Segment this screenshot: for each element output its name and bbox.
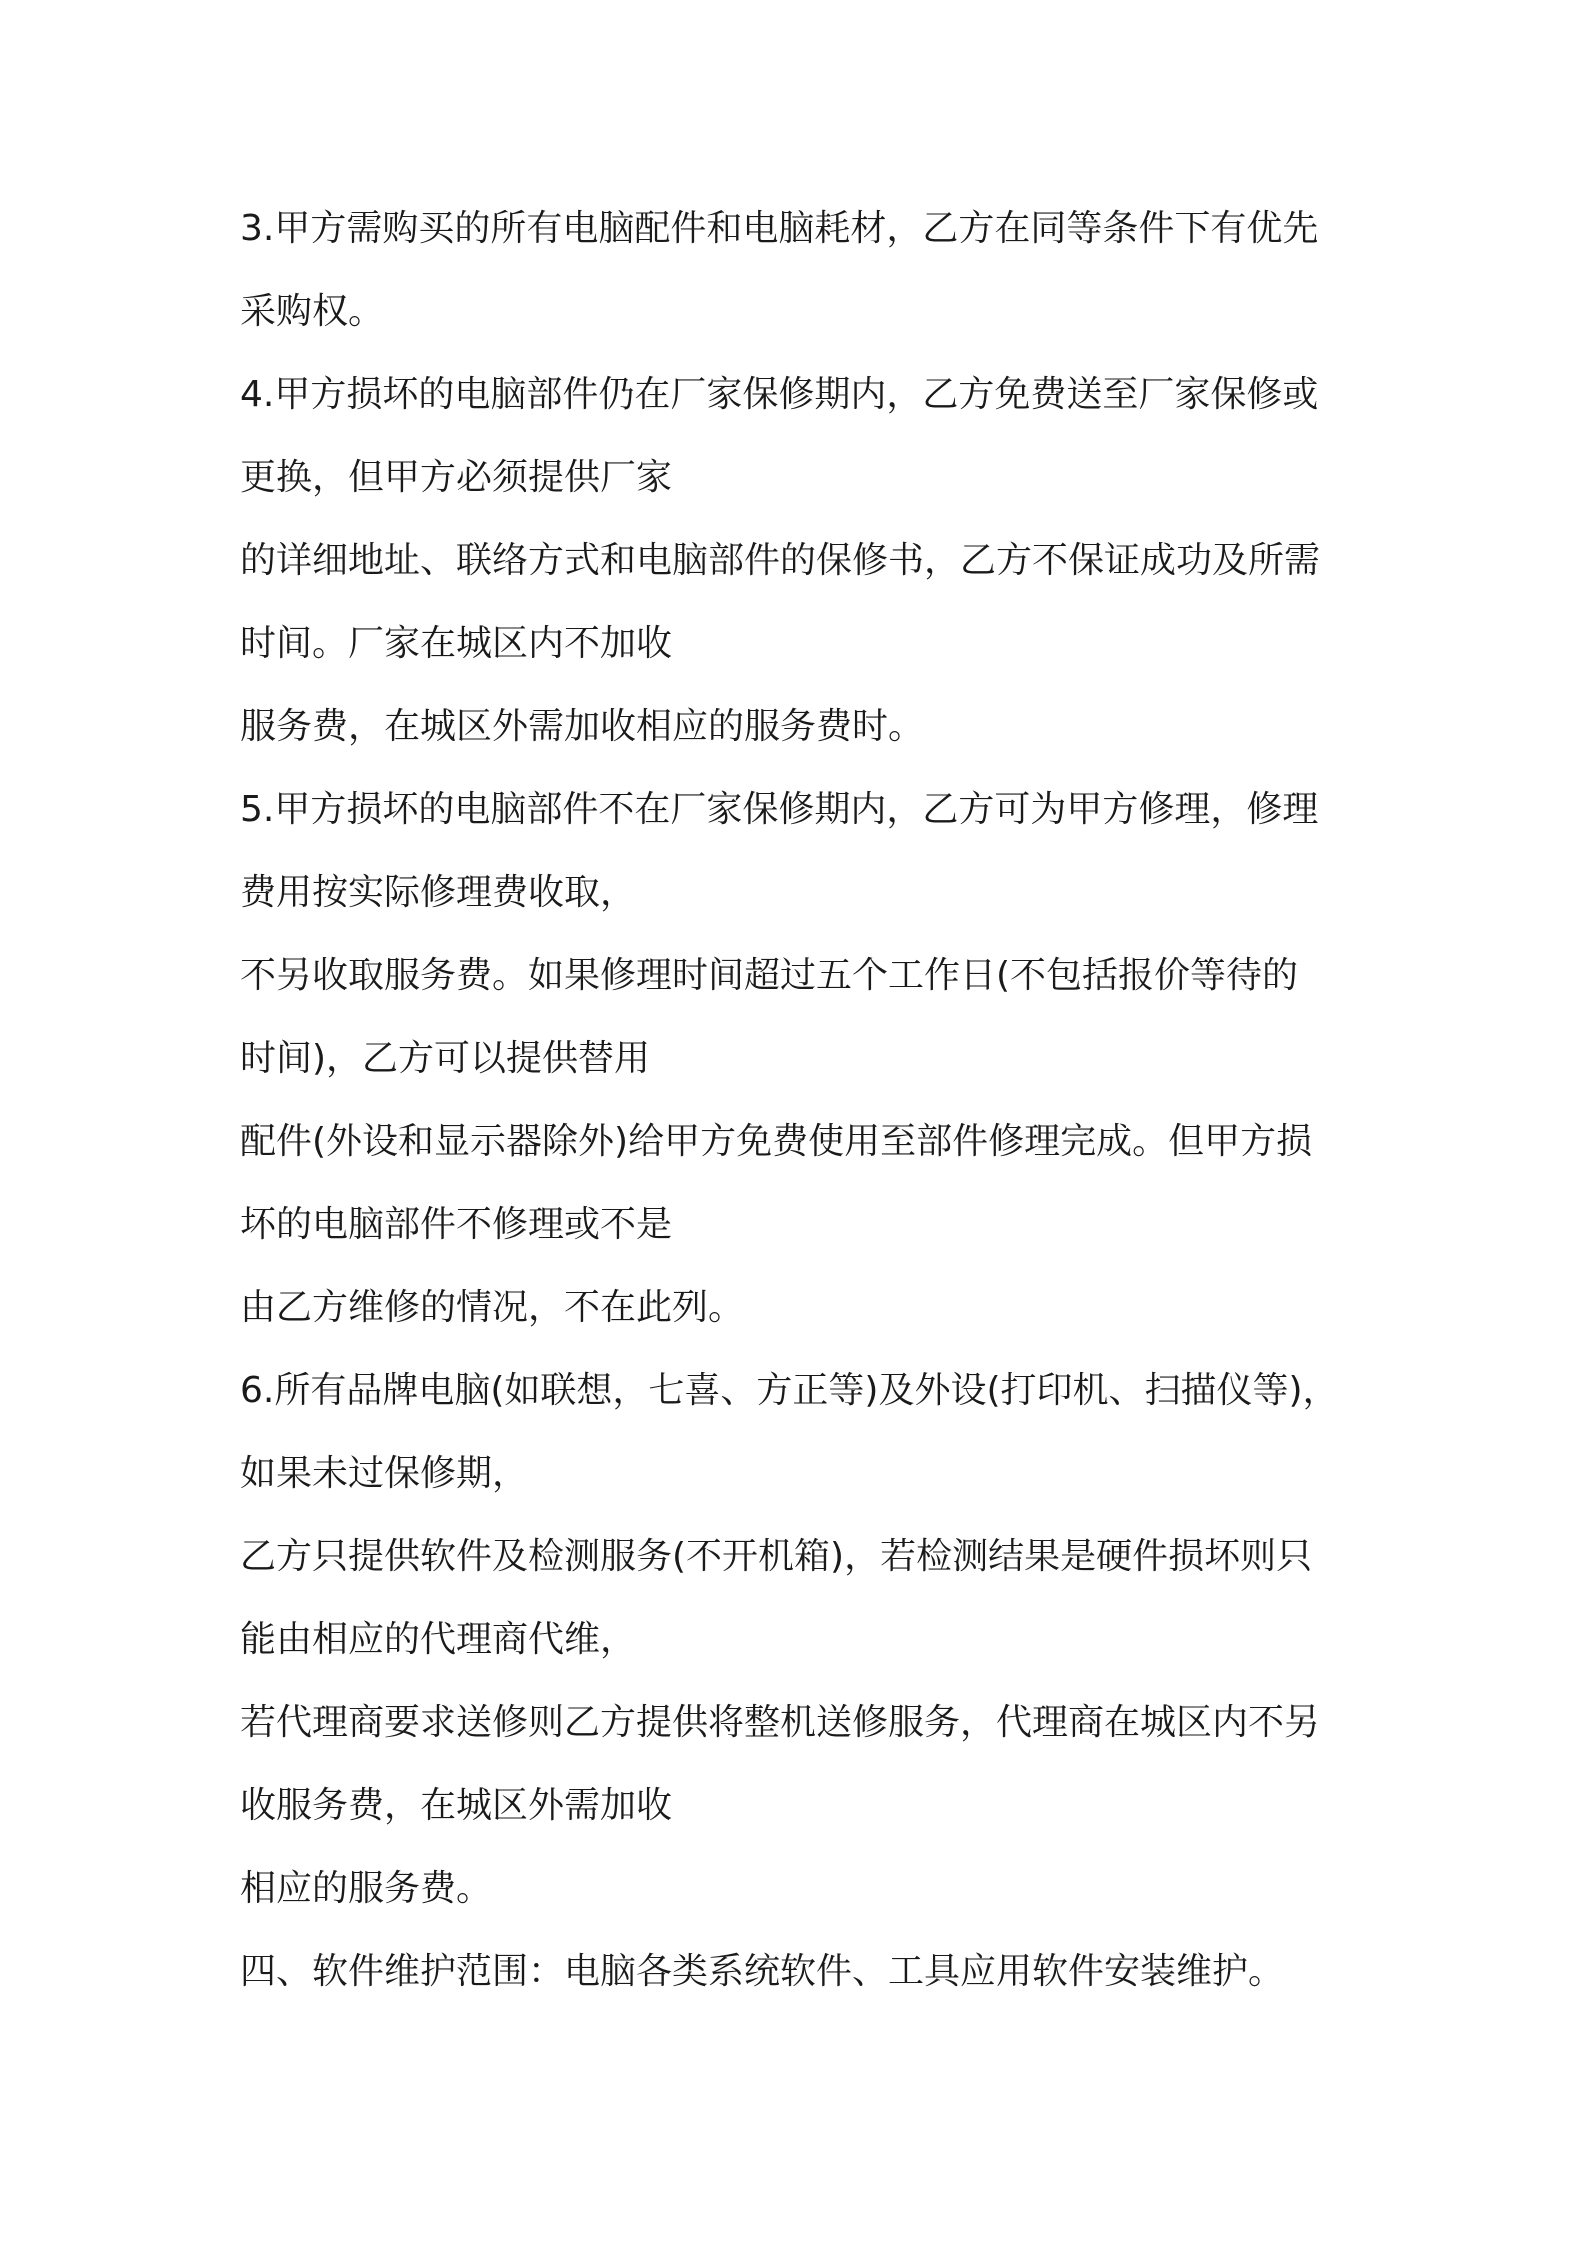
text-line: 更换，但甲方必须提供厂家 [240,457,673,498]
text-line: 收服务费，在城区外需加收 [240,1785,673,1826]
text-line: 相应的服务费。 [240,1868,493,1909]
text-line: 不另收取服务费。如果修理时间超过五个工作日(不包括报价等待的 [240,955,1299,996]
text-line: 6.所有品牌电脑(如联想，七喜、方正等)及外设(打印机、扫描仪等)， [240,1370,1339,1411]
text-line: 四、软件维护范围：电脑各类系统软件、工具应用软件安装维护。 [240,1951,1285,1992]
text-line: 配件(外设和显示器除外)给甲方免费使用至部件修理完成。但甲方损 [240,1121,1313,1162]
text-line: 若代理商要求送修则乙方提供将整机送修服务，代理商在城区内不另 [240,1702,1321,1743]
text-line: 服务费，在城区外需加收相应的服务费时。 [240,706,925,747]
text-line: 能由相应的代理商代维， [240,1619,637,1660]
text-line: 采购权。 [240,291,385,332]
text-line: 5.甲方损坏的电脑部件不在厂家保修期内，乙方可为甲方修理，修理 [240,789,1319,830]
text-line: 时间。厂家在城区内不加收 [240,623,673,664]
text-line: 时间)，乙方可以提供替用 [240,1038,651,1079]
text-line: 由乙方维修的情况，不在此列。 [240,1287,745,1328]
text-line: 4.甲方损坏的电脑部件仍在厂家保修期内，乙方免费送至厂家保修或 [240,374,1319,415]
text-line: 的详细地址、联络方式和电脑部件的保修书，乙方不保证成功及所需 [240,540,1321,581]
text-line: 费用按实际修理费收取， [240,872,637,913]
text-line: 乙方只提供软件及检测服务(不开机箱)，若检测结果是硬件损坏则只 [240,1536,1313,1577]
text-line: 如果未过保修期， [240,1453,529,1494]
text-line: 3.甲方需购买的所有电脑配件和电脑耗材，乙方在同等条件下有优先 [240,208,1319,249]
text-line: 坏的电脑部件不修理或不是 [240,1204,673,1245]
